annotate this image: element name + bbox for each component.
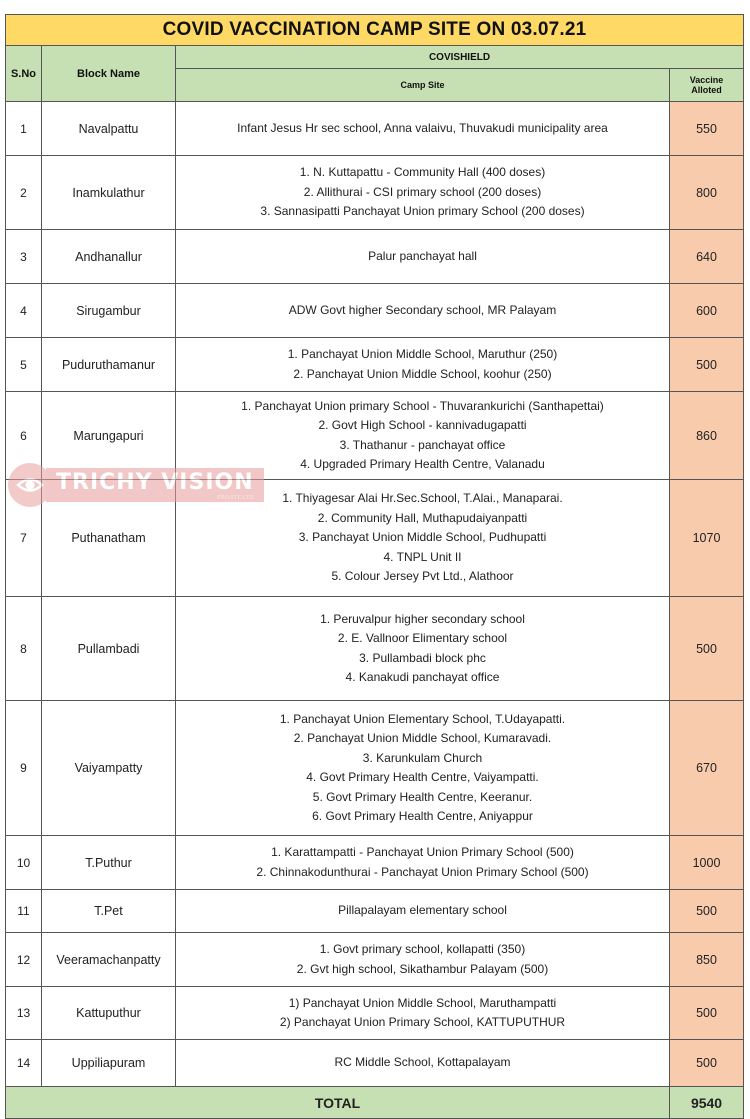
- camp-site-line: 2. Govt High School - kannivadugapatti: [318, 418, 527, 432]
- cell-camp-site: [176, 597, 670, 701]
- cell-vaccine-allotted: 670: [670, 701, 744, 836]
- camp-site-line: 1. Karattampatti - Panchayat Union Primary School (500): [271, 845, 574, 859]
- cell-block-name: Kattuputhur: [42, 987, 176, 1040]
- cell-sno: 1: [6, 102, 42, 156]
- cell-vaccine-allotted: 500: [670, 597, 744, 701]
- header-camp-site: Camp Site: [176, 69, 670, 102]
- cell-block-name: Uppiliapuram: [42, 1040, 176, 1087]
- camp-site-line: 5. Colour Jersey Pvt Ltd., Alathoor: [331, 569, 514, 584]
- header-vaccine-line2: Alloted: [691, 85, 722, 95]
- cell-vaccine-allotted: 1070: [670, 480, 744, 597]
- table-row: [6, 284, 744, 338]
- vaccination-sheet: [5, 14, 743, 1119]
- cell-vaccine-allotted: 500: [670, 890, 744, 933]
- camp-site-line: RC Middle School, Kottapalayam: [334, 1055, 511, 1070]
- cell-camp-site: [176, 102, 670, 156]
- table-row: [6, 933, 744, 987]
- cell-block-name: Marungapuri: [42, 392, 176, 480]
- total-value: 9540: [670, 1087, 744, 1119]
- cell-camp-site: [176, 987, 670, 1040]
- cell-block-name: Andhanallur: [42, 230, 176, 284]
- total-row: [6, 1087, 744, 1119]
- cell-camp-site: [176, 284, 670, 338]
- cell-vaccine-allotted: 500: [670, 987, 744, 1040]
- cell-sno: 11: [6, 890, 42, 933]
- total-label: TOTAL: [6, 1087, 670, 1119]
- cell-sno: 9: [6, 701, 42, 836]
- cell-block-name: T.Pet: [42, 890, 176, 933]
- camp-site-line: 1. Panchayat Union primary School - Thuvarankurichi (Santhapettai): [241, 398, 604, 413]
- cell-block-name: T.Puthur: [42, 836, 176, 890]
- camp-site-line: 6. Govt Primary Health Centre, Aniyappur: [312, 809, 533, 823]
- camp-site-line: 1. Panchayat Union Middle School, Maruthur (250): [287, 347, 558, 361]
- cell-block-name: Inamkulathur: [42, 156, 176, 230]
- camp-site-line: 1) Panchayat Union Middle School, Maruthampatti: [288, 995, 557, 1010]
- cell-sno: 3: [6, 230, 42, 284]
- header-block-name: Block Name: [42, 46, 176, 102]
- table-row: [6, 890, 744, 933]
- cell-vaccine-allotted: 500: [670, 1040, 744, 1087]
- cell-sno: 12: [6, 933, 42, 987]
- page-title: COVID VACCINATION CAMP SITE ON 03.07.21: [6, 15, 744, 46]
- camp-site-line: 4. Kanakudi panchayat office: [345, 670, 500, 684]
- cell-block-name: Vaiyampatty: [42, 701, 176, 836]
- watermark-subtext: PRIVATE LTD: [217, 494, 254, 501]
- vaccination-table: [5, 14, 744, 1119]
- camp-site-line: 3. Sannasipatti Panchayat Union primary School (200 doses): [260, 204, 585, 219]
- table-row: [6, 480, 744, 597]
- header-sno: S.No: [6, 46, 42, 102]
- cell-camp-site: [176, 392, 670, 480]
- camp-site-line: 3. Pullambadi block phc: [359, 650, 486, 665]
- camp-site-line: 1. Govt primary school, kollapatti (350): [319, 942, 526, 956]
- camp-site-line: 4. TNPL Unit II: [383, 549, 462, 564]
- cell-sno: 5: [6, 338, 42, 392]
- table-row: [6, 156, 744, 230]
- cell-camp-site: [176, 230, 670, 284]
- cell-block-name: Puduruthamanur: [42, 338, 176, 392]
- cell-sno: 8: [6, 597, 42, 701]
- camp-site-line: 2. Panchayat Union Middle School, koohur (250): [293, 366, 552, 381]
- cell-vaccine-allotted: 550: [670, 102, 744, 156]
- cell-vaccine-allotted: 860: [670, 392, 744, 480]
- cell-vaccine-allotted: 600: [670, 284, 744, 338]
- camp-site-line: 4. Upgraded Primary Health Centre, Valanadu: [300, 457, 545, 471]
- table-row: [6, 987, 744, 1040]
- camp-site-line: 3. Karunkulam Church: [362, 750, 483, 765]
- camp-site-line: 2. Chinnakodunthurai - Panchayat Union Primary School (500): [256, 864, 589, 879]
- camp-site-line: Palur panchayat hall: [368, 248, 477, 263]
- cell-vaccine-allotted: 1000: [670, 836, 744, 890]
- cell-sno: 10: [6, 836, 42, 890]
- cell-sno: 2: [6, 156, 42, 230]
- cell-camp-site: [176, 1040, 670, 1087]
- camp-site-line: 2. Gvt high school, Sikathambur Palayam (500): [296, 961, 549, 976]
- header-covishield: COVISHIELD: [176, 46, 744, 69]
- table-row: [6, 836, 744, 890]
- cell-vaccine-allotted: 850: [670, 933, 744, 987]
- watermark-text: TRICHY VISION: [56, 469, 254, 495]
- cell-sno: 13: [6, 987, 42, 1040]
- cell-camp-site: [176, 933, 670, 987]
- camp-site-line: 1. N. Kuttapattu - Community Hall (400 doses): [299, 165, 546, 180]
- cell-sno: 14: [6, 1040, 42, 1087]
- cell-camp-site: [176, 836, 670, 890]
- table-row: [6, 392, 744, 480]
- cell-sno: 7: [6, 480, 42, 597]
- table-row: [6, 1040, 744, 1087]
- cell-camp-site: [176, 701, 670, 836]
- table-row: [6, 597, 744, 701]
- camp-site-line: 2. Panchayat Union Middle School, Kumaravadi.: [293, 731, 552, 745]
- header-vaccine-allotted: [670, 69, 744, 102]
- cell-vaccine-allotted: 800: [670, 156, 744, 230]
- cell-block-name: Sirugambur: [42, 284, 176, 338]
- camp-site-line: Pillapalayam elementary school: [338, 903, 507, 918]
- camp-site-line: 4. Govt Primary Health Centre, Vaiyampatti.: [306, 770, 539, 784]
- camp-site-line: 2) Panchayat Union Primary School, KATTUPUTHUR: [279, 1015, 566, 1029]
- header-vaccine-line1: Vaccine: [689, 75, 724, 85]
- camp-site-line: Infant Jesus Hr sec school, Anna valaivu, Thuvakudi municipality area: [237, 120, 608, 135]
- camp-site-line: 5. Govt Primary Health Centre, Keeranur.: [312, 789, 533, 804]
- camp-site-line: 3. Panchayat Union Middle School, Pudhupatti: [298, 530, 547, 545]
- camp-site-line: 2. Community Hall, Muthapudaiyanpatti: [317, 510, 528, 525]
- cell-sno: 6: [6, 392, 42, 480]
- cell-camp-site: [176, 890, 670, 933]
- camp-site-line: 2. Allithurai - CSI primary school (200 doses): [303, 184, 542, 199]
- camp-site-line: ADW Govt higher Secondary school, MR Palayam: [288, 302, 557, 317]
- table-row: [6, 102, 744, 156]
- camp-site-line: 1. Peruvalpur higher secondary school: [320, 611, 525, 626]
- cell-block-name: Veeramachanpatty: [42, 933, 176, 987]
- camp-site-line: 1. Thiyagesar Alai Hr.Sec.School, T.Alai., Manaparai.: [282, 491, 563, 506]
- cell-block-name: Puthanatham: [42, 480, 176, 597]
- cell-sno: 4: [6, 284, 42, 338]
- table-row: [6, 230, 744, 284]
- camp-site-line: 1. Panchayat Union Elementary School, T.Udayapatti.: [279, 711, 566, 726]
- table-row: [6, 338, 744, 392]
- cell-camp-site: [176, 480, 670, 597]
- table-body: [6, 102, 744, 1087]
- cell-block-name: Navalpattu: [42, 102, 176, 156]
- cell-camp-site: [176, 156, 670, 230]
- cell-block-name: Pullambadi: [42, 597, 176, 701]
- camp-site-line: 2. E. Vallnoor Elimentary school: [337, 631, 508, 645]
- cell-vaccine-allotted: 500: [670, 338, 744, 392]
- cell-vaccine-allotted: 640: [670, 230, 744, 284]
- cell-camp-site: [176, 338, 670, 392]
- table-row: [6, 701, 744, 836]
- camp-site-line: 3. Thathanur - panchayat office: [339, 437, 506, 452]
